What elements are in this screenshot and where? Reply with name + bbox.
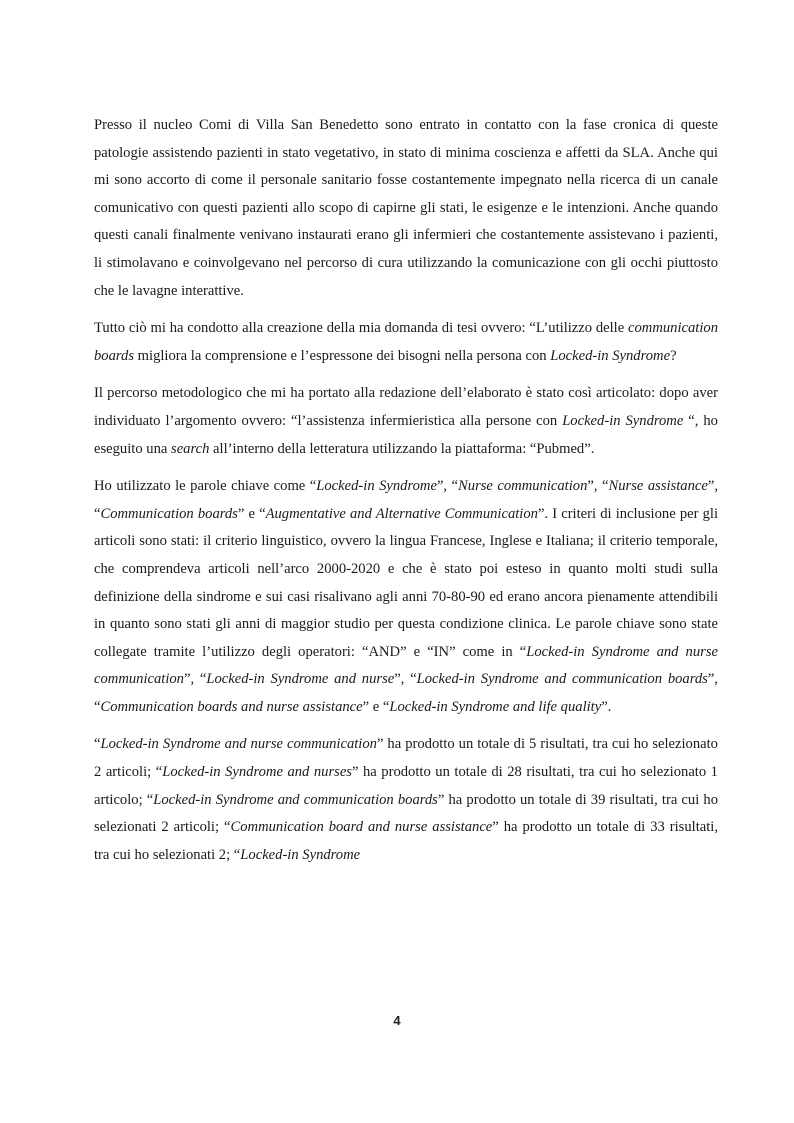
text-run: ”, “ <box>436 478 459 495</box>
text-run: ” ha prodotto un totale di 5 risultati, tra cui ho selezionato 2 articoli; “ <box>94 736 718 781</box>
italic-run: Nurse communication <box>458 478 588 495</box>
paragraph <box>94 731 718 869</box>
text-run: migliora la comprensione e l’espressone dei bisogni nella persona con <box>134 347 551 364</box>
italic-run: Communication board and nurse assistance <box>230 819 493 836</box>
italic-run: Locked-in Syndrome and life quality <box>389 698 602 715</box>
italic-run: Nurse assistance <box>608 478 708 495</box>
text-run: Tutto ciò mi ha condotto alla creazione della mia domanda di tesi ovvero: “L’utilizzo delle <box>94 320 629 337</box>
paragraph <box>94 380 718 463</box>
italic-run: Locked-in Syndrome <box>240 846 361 863</box>
italic-run: Locked-in Syndrome and communication boards <box>153 791 438 808</box>
text-run: ”, “ <box>394 671 417 688</box>
italic-run: Locked-in Syndrome and nurse communication <box>94 643 718 688</box>
italic-run: Locked-in Syndrome <box>316 478 437 495</box>
text-run: ” e “ <box>237 505 266 522</box>
text-run: ”, “ <box>94 478 718 522</box>
italic-run: communication boards <box>94 320 718 364</box>
italic-run: Communication boards and nurse assistance <box>100 698 363 715</box>
text-run: ” e “ <box>362 698 390 715</box>
body-text <box>94 112 718 879</box>
text-run: ”, “ <box>94 671 718 715</box>
text-run: Il percorso metodologico che mi ha portato alla redazione dell’elaborato è stato così articolato: dopo aver individuato l’argomento ovvero: “l’assistenza infermieristica alla persone con <box>94 385 718 429</box>
text-run: ”, “ <box>587 478 609 495</box>
page-number: 4 <box>393 1013 401 1028</box>
italic-run: Communication boards <box>100 505 238 522</box>
paragraph <box>94 112 718 305</box>
italic-run: Locked-in Syndrome and nurses <box>162 764 352 781</box>
text-run: Presso il nucleo Comi di Villa San Benedetto sono entrato in contatto con la fase cronica di queste patologie assistendo pazienti in stato vegetativo, in stato di minima coscienza e affetti da SLA. Anche qui mi sono accorto di come il personale sanitario fosse costantemente impegnato nella ricerca di un canale comunicativo con questi pazienti allo scopo di capirne gli stati, le esigenze e le intenzioni. Anche quando questi canali finalmente venivano instaurati erano gli infermieri che costantemente assistevano i pazienti, li stimolavano e coinvolgevano nel percorso di cura utilizzando la comunicazione con gli occhi piuttosto che le lavagne interattive. <box>94 117 718 299</box>
text-run: ” ha prodotto un totale di 39 risultati, tra cui ho selezionati 2 articoli; “ <box>94 791 718 836</box>
text-run: ” ha prodotto un totale di 28 risultati, tra cui ho selezionato 1 articolo; “ <box>94 764 718 808</box>
text-run: “ <box>94 736 101 753</box>
italic-run: Locked-in Syndrome and nurse communication <box>100 736 377 753</box>
text-run: “, ho eseguito una <box>94 412 718 457</box>
text-run: ”. I criteri di inclusione per gli articoli sono stati: il criterio linguistico, ovvero la lingua Francese, Inglese e Italiana; il criterio temporale, che comprendeva articoli nell’arco 2000-2020 e che è stato poi esteso in quanto molti studi sulla definizione della sindrome e sui casi risalivano agli anni 70-80-90 ed erano ancora pienamente attendibili in quanto sono stati gli anni di maggior studio per questa condizione clinica. Le parole chiave sono state collegate tramite l’utilizzo degli operatori: “AND” e “IN” come in “ <box>94 505 718 660</box>
paragraph <box>94 315 718 370</box>
italic-run: Locked-in Syndrome <box>562 412 684 429</box>
italic-run: Locked-in Syndrome and nurse <box>206 671 395 688</box>
text-run: ”, “ <box>183 671 207 688</box>
text-run: all’interno della letteratura utilizzando la piattaforma: “Pubmed”. <box>209 440 595 457</box>
paragraph <box>94 473 718 721</box>
italic-run: Locked-in Syndrome <box>550 347 671 364</box>
text-run: ? <box>670 347 677 364</box>
text-run: Ho utilizzato le parole chiave come “ <box>94 478 317 495</box>
text-run: ” ha prodotto un totale di 33 risultati, tra cui ho selezionati 2; “ <box>94 819 719 863</box>
text-run: ”. <box>601 698 612 715</box>
italic-run: Augmentative and Alternative Communication <box>265 505 538 522</box>
italic-run: Locked-in Syndrome and communication boards <box>416 671 708 688</box>
italic-run: search <box>171 440 210 457</box>
